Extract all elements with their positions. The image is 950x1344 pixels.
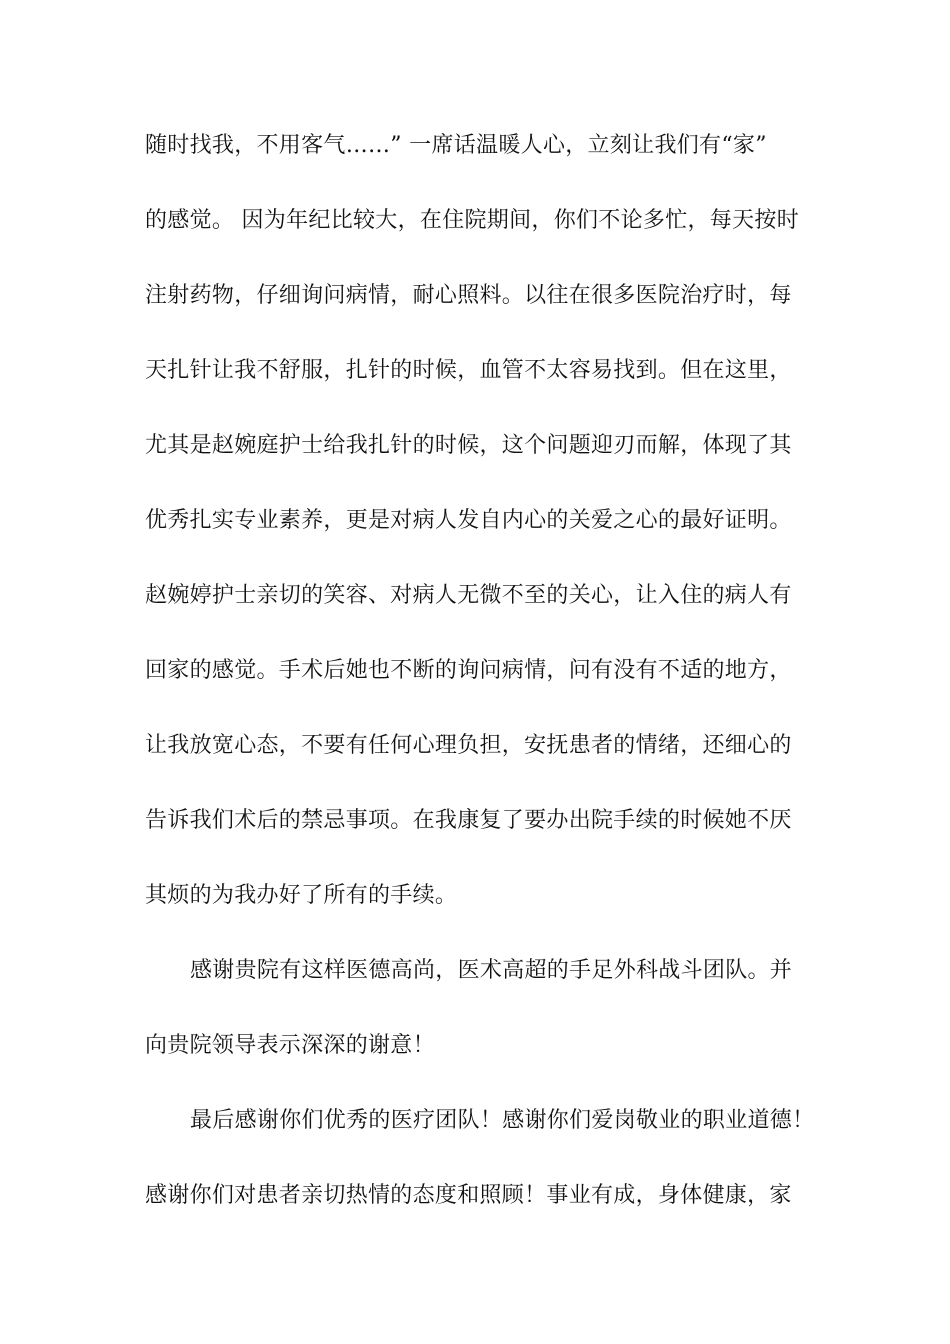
text-line: 尤其是赵婉庭护士给我扎针的时候，这个问题迎刃而解，体现了其 [145,433,792,458]
text-line: 注射药物，仔细询问病情，耐心照料。以往在很多医院治疗时，每 [145,283,792,308]
text-line: 回家的感觉。手术后她也不断的询问病情，问有没有不适的地方， [145,658,792,683]
text-line: 感谢你们对患者亲切热情的态度和照顾！事业有成，身体健康，家 [145,1183,792,1208]
text-line: 其烦的为我办好了所有的手续。 [145,883,458,908]
text-line: 告诉我们术后的禁忌事项。在我康复了要办出院手续的时候她不厌 [145,808,792,833]
text-line: 的感觉。 因为年纪比较大，在住院期间，你们不论多忙，每天按时 [145,208,799,233]
text-line: 向贵院领导表示深深的谢意！ [145,1033,435,1058]
text-line: 天扎针让我不舒服，扎针的时候，血管不太容易找到。但在这里， [145,358,792,383]
text-line: 让我放宽心态，不要有任何心理负担，安抚患者的情绪，还细心的 [145,733,792,758]
paragraph-start-line: 最后感谢你们优秀的医疗团队！感谢你们爱岗敬业的职业道德！ [190,1108,815,1133]
text-line: 随时找我，不用客气……” 一席话温暖人心，立刻让我们有“家” [145,133,767,158]
paragraph-start-line: 感谢贵院有这样医德高尚，医术高超的手足外科战斗团队。并 [190,958,793,983]
text-line: 优秀扎实专业素养，更是对病人发自内心的关爱之心的最好证明。 [145,508,792,533]
letter-body [145,128,815,1253]
text-line: 赵婉婷护士亲切的笑容、对病人无微不至的关心，让入住的病人有 [145,583,792,608]
